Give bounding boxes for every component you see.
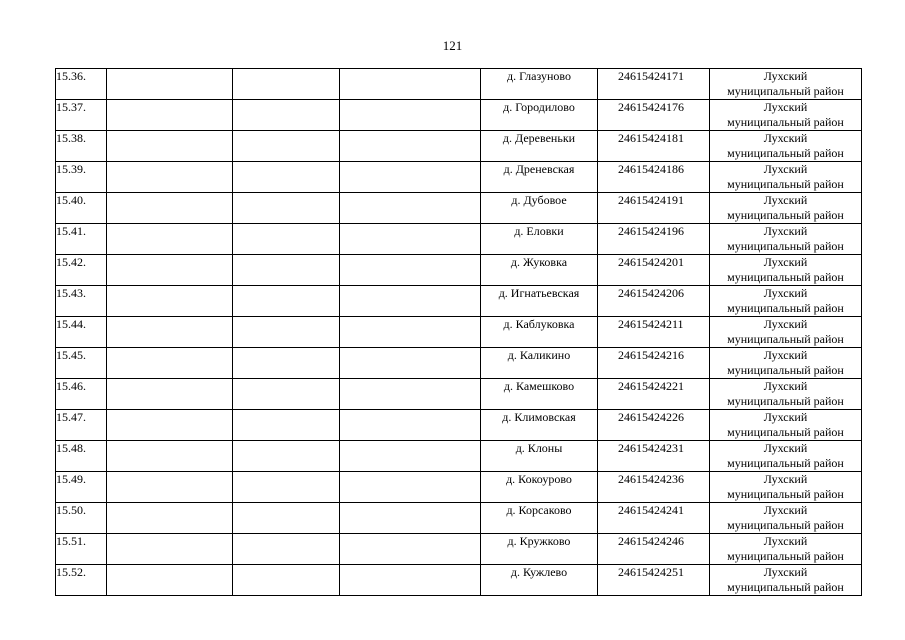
table-row [56,255,862,286]
empty-cell [340,162,481,193]
row-number-cell: 15.46. [56,379,107,410]
row-number-cell: 15.51. [56,534,107,565]
district-name: Лухский [763,286,808,300]
row-number-cell: 15.37. [56,100,107,131]
table-row [56,162,862,193]
oktmo-code-cell: 24615424251 [598,565,710,596]
district-type: муниципальный район [727,177,844,191]
page-number: 121 [442,38,463,53]
district-name: Лухский [763,348,808,362]
empty-cell [233,348,340,379]
settlement-name-cell: д. Жуковка [481,255,598,286]
row-number-cell: 15.43. [56,286,107,317]
empty-cell [233,224,340,255]
district-cell [710,131,862,162]
district-cell [710,534,862,565]
table-row [56,193,862,224]
district-name: Лухский [763,472,808,486]
row-number-cell: 15.45. [56,348,107,379]
empty-cell [233,193,340,224]
empty-cell [107,348,233,379]
table-row [56,503,862,534]
district-type: муниципальный район [727,549,844,563]
district-cell [710,255,862,286]
district-name: Лухский [763,69,808,83]
district-type: муниципальный район [727,425,844,439]
empty-cell [340,317,481,348]
settlement-name-cell: д. Кокоурово [481,472,598,503]
settlement-name-cell: д. Каблуковка [481,317,598,348]
empty-cell [340,224,481,255]
district-name: Лухский [763,100,808,114]
empty-cell [107,441,233,472]
empty-cell [107,224,233,255]
empty-cell [340,472,481,503]
empty-cell [107,162,233,193]
district-name: Лухский [763,503,808,517]
empty-cell [107,193,233,224]
district-type: муниципальный район [727,394,844,408]
settlement-name-cell: д. Климовская [481,410,598,441]
district-type: муниципальный район [727,363,844,377]
empty-cell [233,410,340,441]
empty-cell [233,317,340,348]
district-cell [710,317,862,348]
settlement-name-cell: д. Камешково [481,379,598,410]
empty-cell [340,69,481,100]
oktmo-code-cell: 24615424201 [598,255,710,286]
row-number-cell: 15.42. [56,255,107,286]
district-type: муниципальный район [727,301,844,315]
empty-cell [233,534,340,565]
settlement-name-cell: д. Глазуново [481,69,598,100]
table-row [56,286,862,317]
empty-cell [340,348,481,379]
empty-cell [340,379,481,410]
empty-cell [233,69,340,100]
district-name: Лухский [763,534,808,548]
oktmo-code-cell: 24615424236 [598,472,710,503]
row-number-cell: 15.49. [56,472,107,503]
settlement-name-cell: д. Городилово [481,100,598,131]
settlement-name-cell: д. Каликино [481,348,598,379]
district-cell [710,379,862,410]
settlement-name-cell: д. Дубовое [481,193,598,224]
empty-cell [233,565,340,596]
district-cell [710,100,862,131]
empty-cell [340,565,481,596]
table-row [56,100,862,131]
empty-cell [340,410,481,441]
empty-cell [233,379,340,410]
district-cell [710,193,862,224]
empty-cell [107,472,233,503]
empty-cell [233,441,340,472]
row-number-cell: 15.39. [56,162,107,193]
district-type: муниципальный район [727,115,844,129]
empty-cell [107,317,233,348]
district-type: муниципальный район [727,146,844,160]
oktmo-code-cell: 24615424241 [598,503,710,534]
empty-cell [340,534,481,565]
empty-cell [233,472,340,503]
settlement-name-cell: д. Еловки [481,224,598,255]
row-number-cell: 15.47. [56,410,107,441]
oktmo-code-cell: 24615424221 [598,379,710,410]
district-type: муниципальный район [727,84,844,98]
oktmo-code-cell: 24615424196 [598,224,710,255]
district-type: муниципальный район [727,239,844,253]
oktmo-code-cell: 24615424206 [598,286,710,317]
district-cell [710,565,862,596]
district-cell [710,472,862,503]
row-number-cell: 15.41. [56,224,107,255]
district-name: Лухский [763,162,808,176]
district-type: муниципальный район [727,580,844,594]
oktmo-code-cell: 24615424186 [598,162,710,193]
oktmo-code-cell: 24615424171 [598,69,710,100]
district-name: Лухский [763,131,808,145]
settlement-name-cell: д. Кружково [481,534,598,565]
oktmo-code-cell: 24615424246 [598,534,710,565]
empty-cell [233,162,340,193]
table-row [56,224,862,255]
empty-cell [233,286,340,317]
empty-cell [107,379,233,410]
empty-cell [340,286,481,317]
empty-cell [233,503,340,534]
empty-cell [233,131,340,162]
row-number-cell: 15.44. [56,317,107,348]
table-row [56,379,862,410]
empty-cell [107,534,233,565]
district-cell [710,348,862,379]
district-name: Лухский [763,255,808,269]
settlement-name-cell: д. Деревеньки [481,131,598,162]
table-row [56,131,862,162]
table-row [56,348,862,379]
district-type: муниципальный район [727,332,844,346]
empty-cell [107,100,233,131]
district-name: Лухский [763,441,808,455]
oktmo-code-cell: 24615424181 [598,131,710,162]
table-row [56,317,862,348]
district-type: муниципальный район [727,487,844,501]
empty-cell [233,100,340,131]
district-cell [710,441,862,472]
empty-cell [340,131,481,162]
empty-cell [233,255,340,286]
empty-cell [107,69,233,100]
settlement-name-cell: д. Игнатьевская [481,286,598,317]
settlement-name-cell: д. Кужлево [481,565,598,596]
table-row [56,534,862,565]
row-number-cell: 15.50. [56,503,107,534]
district-name: Лухский [763,317,808,331]
oktmo-code-cell: 24615424231 [598,441,710,472]
empty-cell [340,441,481,472]
empty-cell [340,100,481,131]
district-cell [710,224,862,255]
table-row [56,410,862,441]
district-cell [710,162,862,193]
oktmo-code-cell: 24615424211 [598,317,710,348]
district-name: Лухский [763,224,808,238]
settlement-name-cell: д. Корсаково [481,503,598,534]
district-name: Лухский [763,410,808,424]
row-number-cell: 15.38. [56,131,107,162]
row-number-cell: 15.40. [56,193,107,224]
oktmo-code-cell: 24615424176 [598,100,710,131]
district-type: муниципальный район [727,518,844,532]
empty-cell [107,255,233,286]
district-cell [710,503,862,534]
empty-cell [340,503,481,534]
table-row [56,565,862,596]
district-type: муниципальный район [727,208,844,222]
oktmo-code-cell: 24615424226 [598,410,710,441]
settlement-name-cell: д. Клоны [481,441,598,472]
row-number-cell: 15.36. [56,69,107,100]
oktmo-code-cell: 24615424216 [598,348,710,379]
table-row [56,472,862,503]
row-number-cell: 15.48. [56,441,107,472]
empty-cell [107,503,233,534]
settlement-name-cell: д. Дреневская [481,162,598,193]
empty-cell [107,565,233,596]
empty-cell [107,286,233,317]
oktmo-code-cell: 24615424191 [598,193,710,224]
district-type: муниципальный район [727,270,844,284]
district-cell [710,410,862,441]
district-cell [710,69,862,100]
empty-cell [107,410,233,441]
table-row [56,69,862,100]
district-name: Лухский [763,379,808,393]
row-number-cell: 15.52. [56,565,107,596]
district-cell [710,286,862,317]
empty-cell [340,255,481,286]
table-row [56,441,862,472]
settlement-table [55,68,862,596]
table-body [56,69,862,596]
district-name: Лухский [763,193,808,207]
empty-cell [107,131,233,162]
district-type: муниципальный район [727,456,844,470]
empty-cell [340,193,481,224]
district-name: Лухский [763,565,808,579]
